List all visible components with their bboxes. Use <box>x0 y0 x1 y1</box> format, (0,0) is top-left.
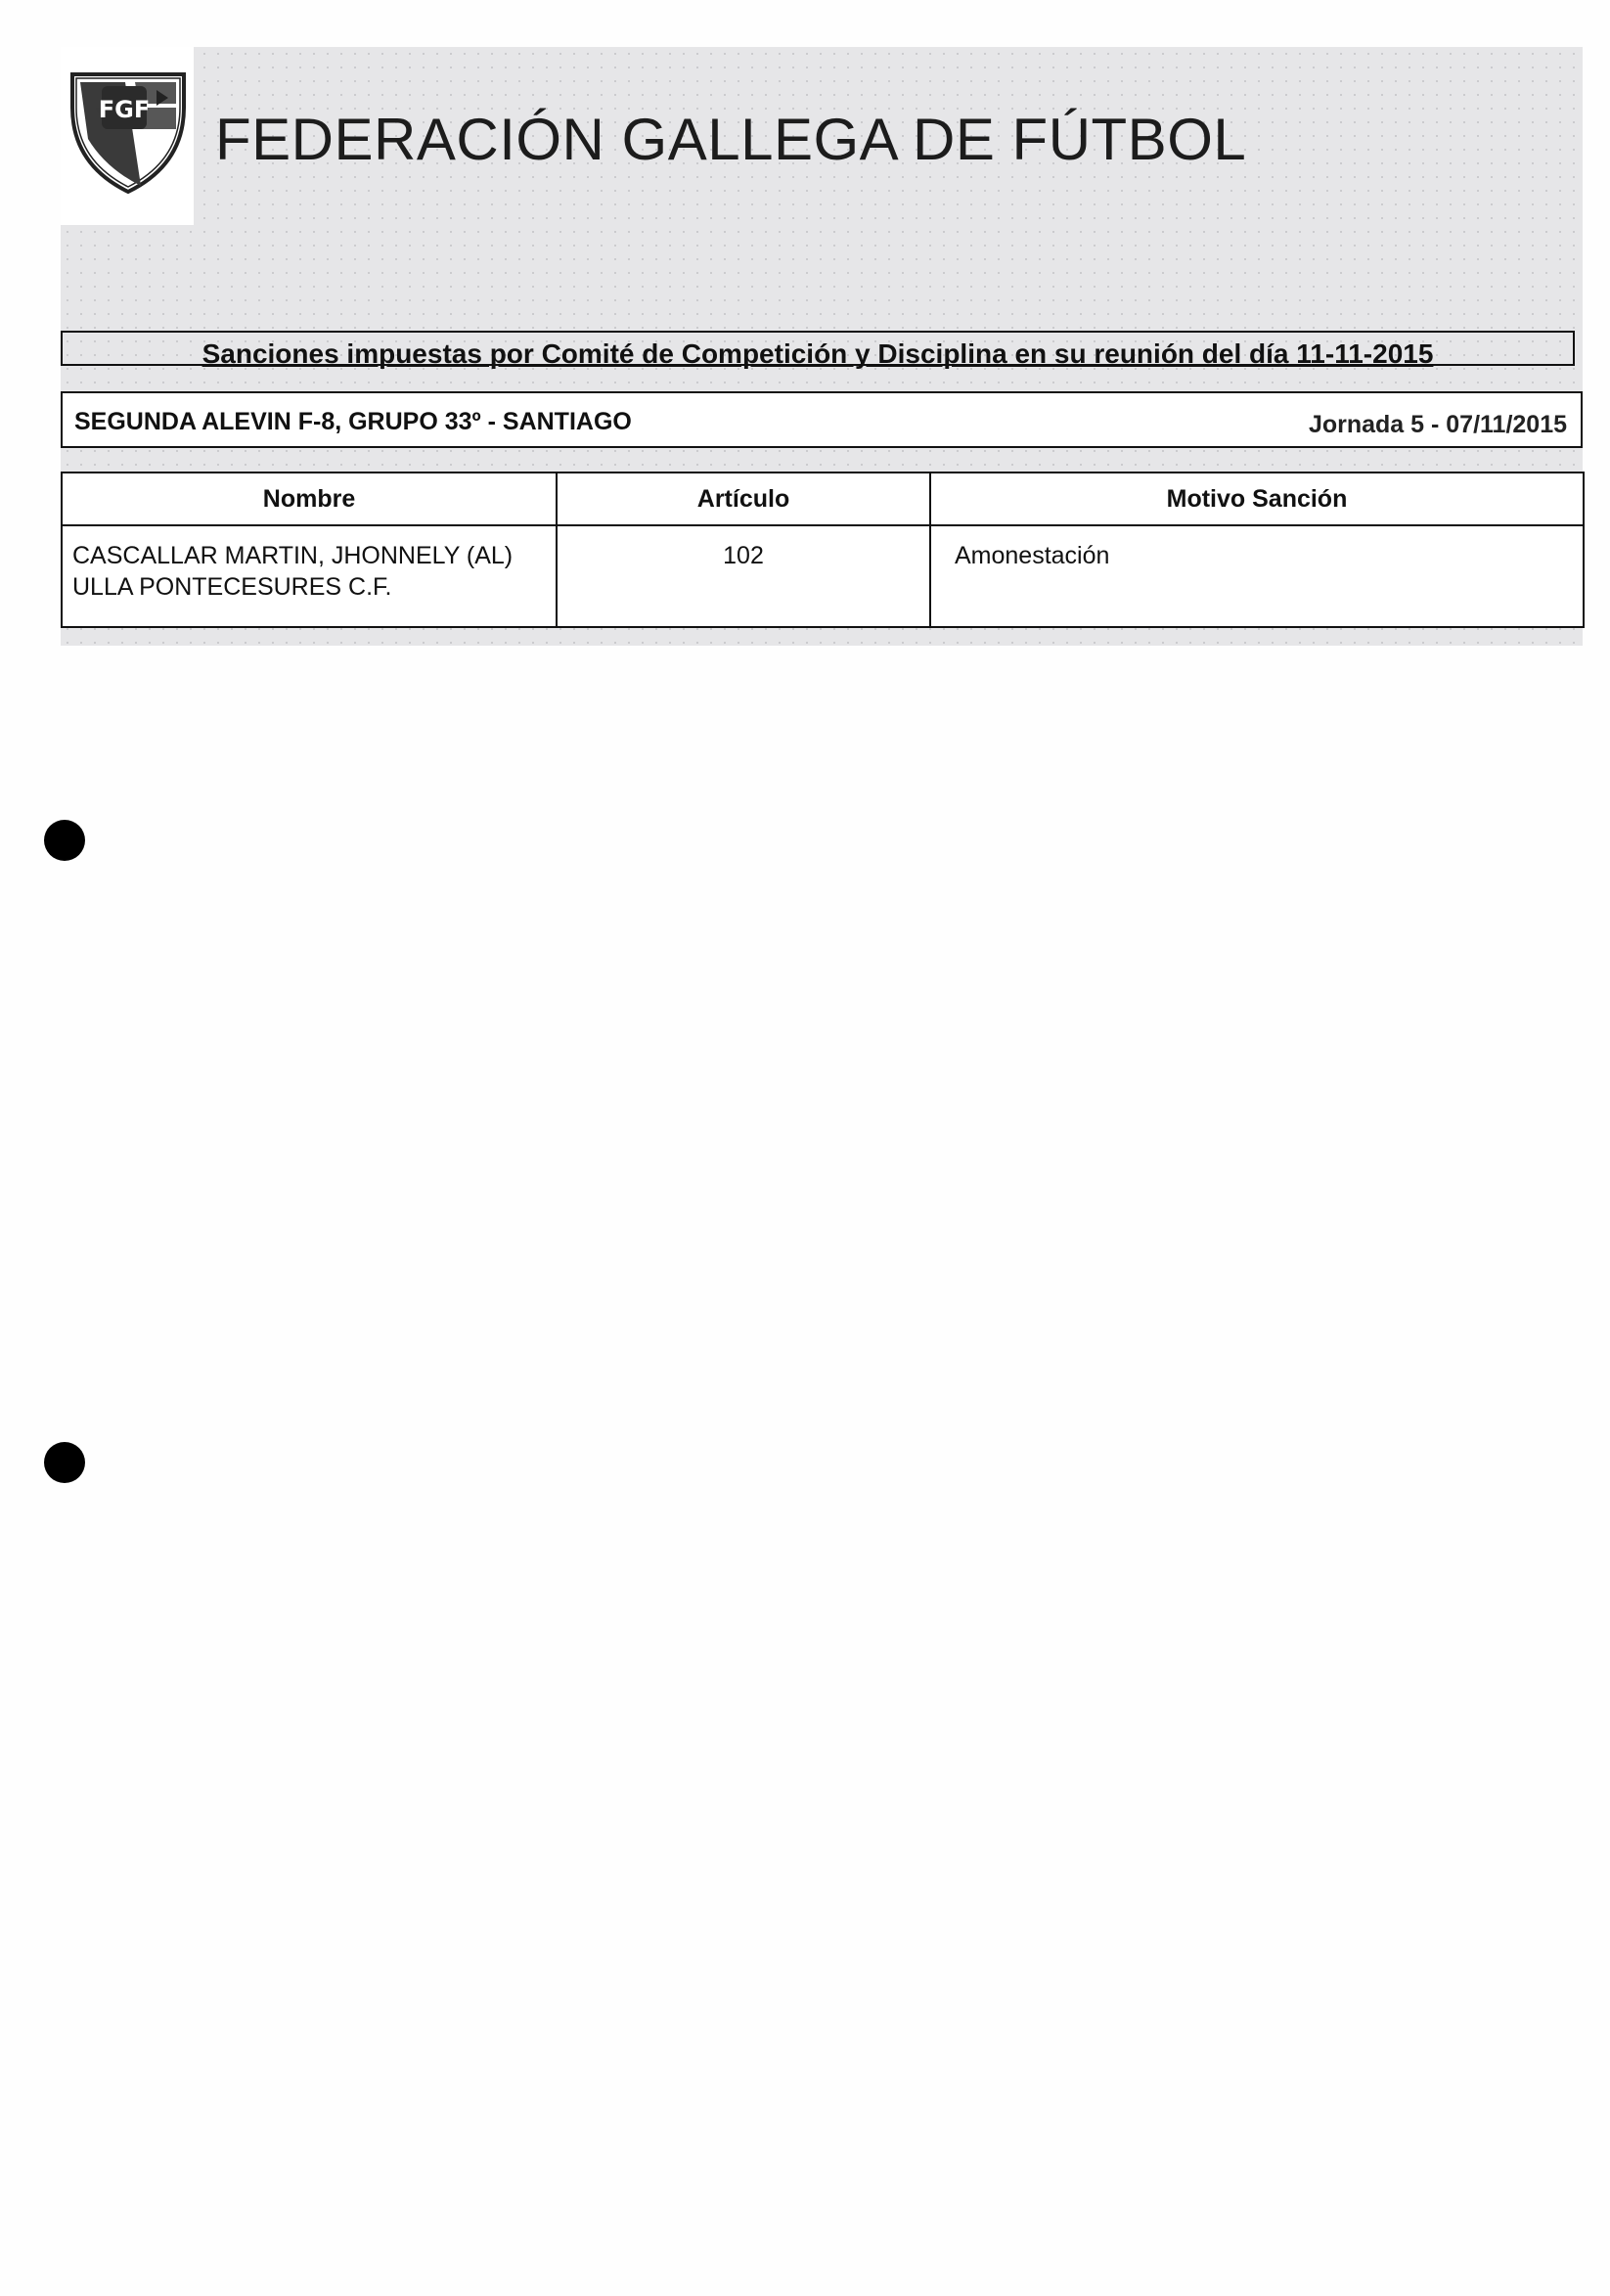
club-name: ULLA PONTECESURES C.F. <box>72 573 392 601</box>
competition-name: SEGUNDA ALEVIN F-8, GRUPO 33º - SANTIAGO <box>74 408 632 435</box>
cell-motivo: Amonestación <box>930 525 1584 627</box>
cell-nombre <box>62 525 557 627</box>
player-name: CASCALLAR MARTIN, JHONNELY (AL) <box>72 542 514 569</box>
sanctions-title-bar <box>61 331 1575 369</box>
cell-articulo: 102 <box>557 525 930 627</box>
sanctions-title: Sanciones impuestas por Comité de Competición y Disciplina en su reunión del día 11-11-2015 <box>201 338 1434 369</box>
column-header-motivo: Motivo Sanción <box>930 473 1584 525</box>
federation-title: FEDERACIÓN GALLEGA DE FÚTBOL <box>215 107 1247 172</box>
table-row <box>62 525 1584 627</box>
round-date: Jornada 5 - 07/11/2015 <box>1308 411 1567 438</box>
competition-bar <box>61 391 1583 448</box>
svg-text:FGF: FGF <box>98 96 151 123</box>
federation-logo-icon <box>67 68 190 196</box>
table-header-row <box>62 473 1584 525</box>
sanctions-table <box>61 472 1585 628</box>
column-header-nombre: Nombre <box>62 473 557 525</box>
column-header-articulo: Artículo <box>557 473 930 525</box>
punch-hole-top <box>44 820 85 861</box>
punch-hole-bottom <box>44 1442 85 1483</box>
